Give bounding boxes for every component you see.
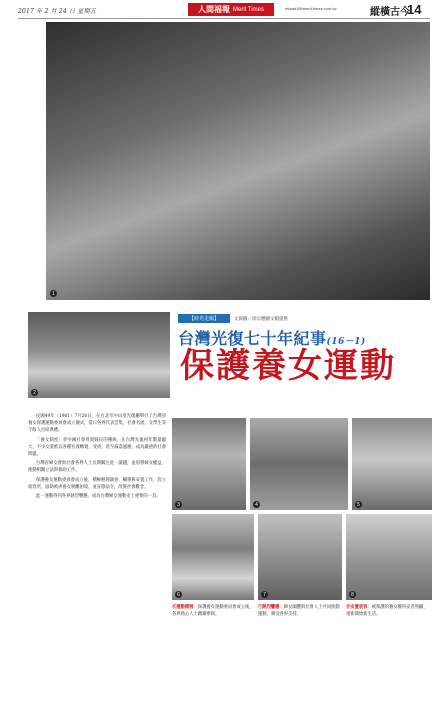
- photo-8: [346, 514, 432, 600]
- photo-6: [172, 514, 254, 600]
- page-number: 14: [407, 2, 422, 17]
- body-paragraph: 民國49年（1961）7月26日，在台北市中山堂光復廳舉行了台灣省養女保護運動委員會成立儀式，當日各界代表雲集，社會名流、女學生等千餘人出席典禮。: [28, 414, 166, 434]
- issue-date: 2017 年 2 月 24 日 星期五: [18, 8, 96, 15]
- caption-text: ：保護養女運動委員會成立後，各界熱心人士踴躍參與。: [172, 605, 254, 618]
- caption-text: ：被保護的養女獲得妥善照顧，重新開始新生活。: [346, 605, 428, 618]
- body-paragraph: 此一運動得到各界熱烈響應，成為台灣婦女運動史上重要的一頁。: [36, 494, 161, 500]
- logo-chinese: 人間福報: [197, 4, 230, 14]
- title-series: (16－1): [326, 337, 366, 347]
- caption-label: 運動開展: [176, 605, 194, 610]
- caption-number: ⑥: [172, 605, 177, 610]
- main-photo: [46, 22, 430, 300]
- photo-number-badge: 6: [175, 591, 182, 598]
- photo-4: [250, 418, 348, 510]
- photo-7: [258, 514, 342, 600]
- photo-number-badge: 4: [253, 501, 260, 508]
- photo-number-badge: 5: [355, 501, 362, 508]
- caption-number: ⑧: [346, 605, 351, 610]
- body-paragraph: 「養女制度」曾中國社會買賣賤民的傳統，在台灣光復初年數量龐大，不少女童被以各種名義轉賣、受虐，甚至淪落風塵，成為嚴重的社會問題。: [28, 437, 166, 458]
- photo-number-badge: 3: [175, 501, 182, 508]
- column-tag: 【時光走廊】: [178, 314, 230, 323]
- photo-caption: [346, 604, 428, 618]
- photo-3: [172, 418, 246, 510]
- body-paragraph: 保護養女運動委員會成立後，積極辦理調查、輔導與安置工作，設立收容所，協助被虐養女脫離困境，並宣導法令，改變社會觀念。: [28, 477, 166, 490]
- photo-caption: [172, 604, 254, 618]
- logo-english: Merit Times: [232, 6, 264, 13]
- newspaper-logo: [188, 3, 274, 16]
- caption-text: ：婦女團體與社會人士共同推動運動，廣受各界支持。: [258, 605, 340, 618]
- photo-number-badge: 2: [31, 389, 38, 396]
- photo-number-badge: 7: [261, 591, 268, 598]
- byline: 文與圖／徐宗懋圖文館提供: [234, 317, 288, 322]
- website-url: mtsart189merit-times.com.tw: [285, 6, 337, 11]
- photo-caption: [258, 604, 340, 618]
- ceremony-photo: [28, 312, 170, 398]
- headline: 保護養女運動: [180, 346, 396, 386]
- photo-5: [352, 418, 432, 510]
- caption-label: 安置收容: [350, 605, 368, 610]
- header-divider: [18, 18, 430, 19]
- photo-number-badge: 8: [349, 591, 356, 598]
- photo-number-badge: 1: [50, 290, 57, 297]
- section-title: 縱橫古今: [370, 7, 410, 18]
- caption-label: 熱烈響應: [262, 605, 280, 610]
- article-body: [28, 413, 166, 705]
- body-paragraph: 台灣省婦女會與社會各界人士長期關注此一議題，並倡導婦女權益，推動相關立法與救助工作。: [28, 461, 166, 474]
- title-main: 台灣光復七十年紀事: [178, 329, 327, 348]
- caption-number: ⑦: [258, 605, 263, 610]
